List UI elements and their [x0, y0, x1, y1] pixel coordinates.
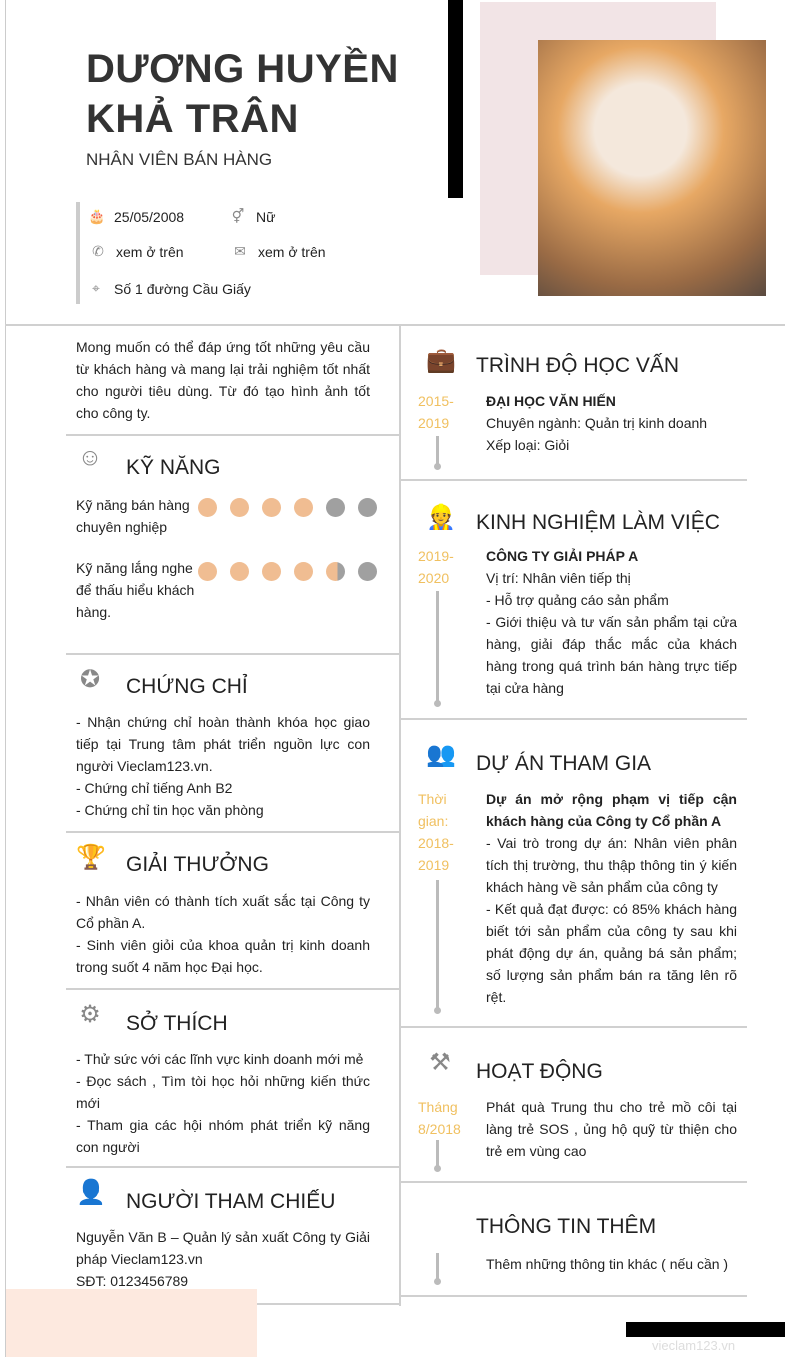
briefcase-icon: 💼 [426, 347, 456, 374]
watermark: vieclam123.vn [652, 1338, 736, 1353]
gender: Nữ [256, 208, 276, 225]
section-title: HOẠT ĐỘNG [476, 1060, 603, 1083]
person-icon: 👤 [76, 1179, 106, 1206]
address-row [88, 280, 251, 297]
info-divider [76, 202, 80, 304]
experience-item: - Hỗ trợ quảng cáo sản phẩm [486, 592, 669, 608]
date: Thời gian: 2018-2019 [418, 791, 454, 873]
email-row [232, 243, 326, 260]
skill-label: Kỹ năng lắng nghe để thấu hiểu khách hàng. [76, 560, 195, 620]
certificate-item: - Nhận chứng chỉ hoàn thành khóa học giao tiếp tại Trung tâm phát triển nguồn lực con người Vieclam123.vn. [76, 714, 370, 774]
projects-section [400, 720, 747, 1028]
reference-phone: SĐT: 0123456789 [76, 1273, 189, 1289]
map-marker-icon: ⌖ [92, 280, 100, 296]
extra-text: Thêm những thông tin khác ( nếu cần ) [486, 1256, 729, 1272]
left-border [5, 0, 6, 1357]
project-name: Dự án mở rộng phạm vị tiếp cận khách hàng của Công ty Cổ phần A [486, 791, 737, 829]
rating-dot [262, 498, 281, 517]
school-name: ĐẠI HỌC VĂN HIẾN [486, 393, 616, 409]
section-title: SỞ THÍCH [126, 1012, 228, 1035]
timeline-line [436, 880, 439, 1010]
job-title: NHÂN VIÊN BÁN HÀNG [86, 150, 273, 169]
rating-dot [230, 498, 249, 517]
phone[interactable]: xem ở trên [116, 243, 184, 260]
volunteer-icon: ⚒ [429, 1049, 451, 1076]
rating-dot [326, 498, 345, 517]
hobby-item: - Thử sức với các lĩnh vực kinh doanh mới mẻ [76, 1051, 364, 1067]
worker-icon: 👷 [426, 504, 456, 531]
objective-section [66, 326, 400, 436]
section-title: THÔNG TIN THÊM [476, 1215, 657, 1238]
section-title: TRÌNH ĐỘ HỌC VẤN [476, 354, 680, 377]
birthday: 25/05/2008 [114, 208, 185, 225]
date: Tháng 8/2018 [418, 1099, 461, 1137]
envelope-icon: ✉ [234, 243, 246, 259]
date: 2019-2020 [418, 548, 454, 586]
cake-icon: 🎂 [88, 208, 106, 224]
rating-dot [262, 562, 281, 581]
section-title: DỰ ÁN THAM GIA [476, 752, 652, 775]
hobby-item: - Đọc sách , Tìm tòi học hỏi những kiến thức mới [76, 1073, 370, 1111]
black-bar [448, 0, 463, 198]
timeline-line [436, 1253, 439, 1281]
reference-name: Nguyễn Văn B – Quản lý sản xuất Công ty Giải pháp Vieclam123.vn [76, 1229, 370, 1267]
major: Chuyên ngành: Quản trị kinh doanh [486, 415, 708, 431]
certificate-badge-icon: ✪ [79, 666, 101, 693]
rating-dot [294, 498, 313, 517]
timeline-line [436, 591, 439, 703]
rating-dot [326, 562, 345, 581]
skill-rating [198, 498, 390, 520]
awards-section [66, 833, 400, 990]
award-item: - Nhân viên có thành tích xuất sắc tại Công ty Cổ phần A. [76, 893, 370, 931]
steam-icon: ⚙ [79, 1001, 101, 1028]
rating-dot [358, 498, 377, 517]
trophy-icon: 🏆 [76, 844, 106, 871]
certificate-item: - Chứng chỉ tiếng Anh B2 [76, 780, 233, 796]
gender-row [230, 208, 275, 225]
skills-section [66, 436, 400, 655]
objective-text: Mong muốn có thể đáp ứng tốt những yêu cầu từ khách hàng và mang lại trải nghiệm tốt nhất cho người tiêu dùng. Từ đó tạo hình ảnh tốt cho công ty. [76, 339, 370, 421]
award-item: - Sinh viên giỏi của khoa quản trị kinh doanh trong suốt 4 năm học Đại học. [76, 937, 370, 975]
project-item: - Kết quả đạt được: có 85% khách hàng biết tới sản phẩm của công ty sau khi phát động dự án, quảng bá sản phẩm; số lượng sản phẩm bán ra tăng lên rõ rệt. [486, 901, 737, 1005]
timeline-line [436, 436, 439, 466]
rank: Xếp loại: Giỏi [486, 437, 570, 453]
section-title: NGƯỜI THAM CHIẾU [126, 1190, 336, 1213]
experience-item: - Giới thiệu và tư vấn sản phẩm tại cửa hàng, giải đáp thắc mắc của khách hàng trong quá trình bán hàng trực tiếp tại cửa hàng [486, 614, 737, 696]
activities-section [400, 1028, 747, 1183]
peach-block [6, 1289, 257, 1357]
section-title: CHỨNG CHỈ [126, 675, 248, 698]
date: 2015-2019 [418, 393, 454, 431]
experience-item: Vị trí: Nhân viên tiếp thị [486, 570, 631, 586]
phone-row [90, 243, 184, 260]
footer-black-bar [626, 1322, 785, 1337]
reference-section [66, 1168, 400, 1305]
hobbies-section [66, 990, 400, 1168]
rating-dot [198, 498, 217, 517]
rating-dot [198, 562, 217, 581]
section-title: GIẢI THƯỞNG [126, 853, 269, 876]
birthday-row [88, 208, 184, 225]
gender-icon: ⚥ [231, 208, 245, 224]
rating-dot [294, 562, 313, 581]
certificate-item: - Chứng chỉ tin học văn phòng [76, 802, 264, 818]
education-section [400, 326, 747, 481]
team-icon: 👥 [426, 741, 456, 768]
project-item: - Vai trò trong dự án: Nhân viên phân tích thị trường, thu thập thông tin ý kiến khách hàng về sản phẩm của công ty [486, 835, 737, 895]
rating-dot [358, 562, 377, 581]
hobby-item: - Tham gia các hội nhóm phát triển kỹ năng con người [76, 1117, 370, 1155]
rating-dot [230, 562, 249, 581]
extra-info-section [400, 1183, 747, 1297]
section-title: KỸ NĂNG [126, 456, 221, 479]
section-title: KINH NGHIỆM LÀM VIỆC [476, 511, 720, 534]
certificates-section [66, 655, 400, 833]
avatar-photo [538, 40, 766, 296]
phone-icon: ✆ [92, 243, 104, 259]
email[interactable]: xem ở trên [258, 243, 326, 260]
name-line-2: KHẢ TRÂN [86, 97, 299, 141]
head-lightbulb-icon: ☺ [77, 444, 103, 471]
address: Số 1 đường Cầu Giấy [114, 280, 251, 297]
experience-section [400, 481, 747, 720]
skill-label: Kỹ năng bán hàng chuyên nghiệp [76, 497, 190, 535]
full-name [86, 44, 399, 144]
timeline-line [436, 1140, 439, 1168]
activity-text: Phát quà Trung thu cho trẻ mồ côi tại làng trẻ SOS , ủng hộ quỹ từ thiện cho trẻ em vùng cao [486, 1099, 737, 1159]
name-line-1: DƯƠNG HUYỀN [86, 47, 399, 91]
skill-rating [198, 562, 390, 584]
company-name: CÔNG TY GIẢI PHÁP A [486, 548, 639, 564]
